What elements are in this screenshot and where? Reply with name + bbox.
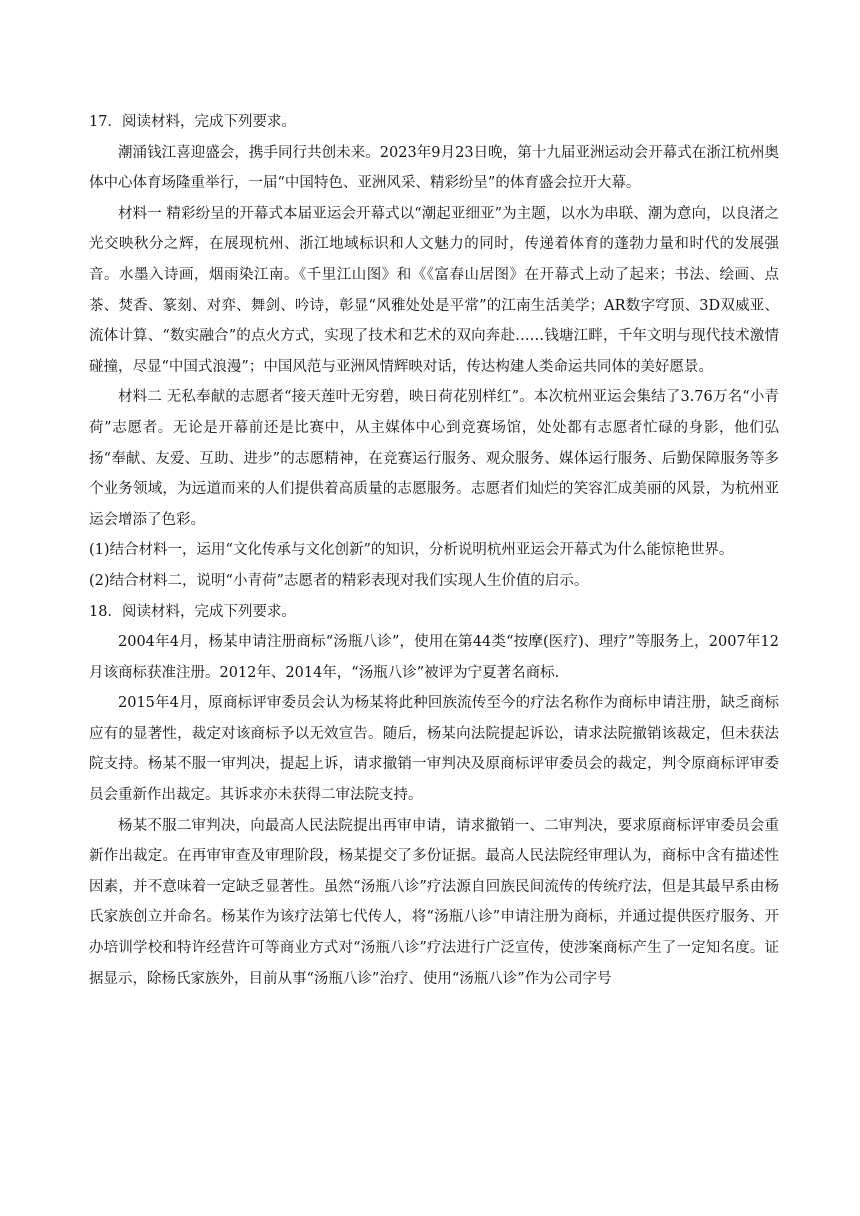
material-2: 材料二 无私奉献的志愿者“接天莲叶无穷碧，映日荷花别样红”。本次杭州亚运会集结了3.76万名“小青荷”志愿者。无论是开幕前还是比赛中，从主媒体中心到竞赛场馆，处处都有志愿者忙碌的身影，他们弘扬“奉献、友爱、互助、进步”的志愿精神，在竞赛运行服务、观众服务、媒体运行服务、后勤保障服务等多个业务领域，为远道而来的人们提供着高质量的志愿服务。志愿者们灿烂的笑容汇成美丽的风景，为杭州亚运会增添了色彩。 <box>89 389 779 528</box>
document-body <box>89 107 779 994</box>
question-18-paragraph-3: 杨某不服二审判决，向最高人民法院提出再审申请，请求撤销一、二审判决，要求原商标评审委员会重新作出裁定。在再审审查及审理阶段，杨某提交了多份证据。最高人民法院经审理认为，商标中含有描述性因素，并不意味着一定缺乏显著性。虽然“汤瓶八诊”疗法源自回族民间流传的传统疗法，但是其最早系由杨氏家族创立并命名。杨某作为该疗法第七代传人，将“汤瓶八诊”申请注册为商标，并通过提供医疗服务、开办培训学校和特许经营许可等商业方式对“汤瓶八诊”疗法进行广泛宣传，使涉案商标产生了一定知名度。证据显示，除杨氏家族外，目前从事“汤瓶八诊”治疗、使用“汤瓶八诊”作为公司字号 <box>89 817 779 987</box>
material-1: 材料一 精彩纷呈的开幕式本届亚运会开幕式以“潮起亚细亚”为主题，以水为串联、潮为意向，以良渚之光交映秋分之辉，在展现杭州、浙江地域标识和人文魅力的同时，传递着体育的蓬勃力量和时代的发展强音。水墨入诗画，烟雨染江南。《千里江山图》和《《富春山居图》在开幕式上动了起来；书法、绘画、点茶、焚香、篆刻、对弈、舞剑、吟诗，彰显“风雅处处是平常”的江南生活美学；AR数字穹顶、3D双威亚、流体计算、“数实融合”的点火方式，实现了技术和艺术的双向奔赴……钱塘江畔，千年文明与现代技术激情碰撞，尽显“中国式浪漫”；中国风范与亚洲风情辉映对话，传达构建人类命运共同体的美好愿景。 <box>89 205 779 375</box>
question-17-part-2: (2)结合材料二，说明“小青荷”志愿者的精彩表现对我们实现人生价值的启示。 <box>89 572 589 589</box>
question-18-paragraph-2: 2015年4月，原商标评审委员会认为杨某将此种回族流传至今的疗法名称作为商标申请注册，缺乏商标应有的显著性，裁定对该商标予以无效宣告。随后，杨某向法院提起诉讼，请求法院撤销该裁定，但未获法院支持。杨某不服一审判决，提起上诉，请求撤销一审判决及原商标评审委员会的裁定，判令原商标评审委员会重新作出裁定。其诉求亦未获得二审法院支持。 <box>89 695 779 804</box>
question-17-part-1: (1)结合材料一，运用“文化传承与文化创新”的知识，分析说明杭州亚运会开幕式为什么能惊艳世界。 <box>89 542 734 559</box>
question-18-title: 18．阅读材料，完成下列要求。 <box>89 603 296 620</box>
question-18-paragraph-1: 2004年4月，杨某申请注册商标“汤瓶八诊”，使用在第44类“按摩(医疗)、理疗”等服务上，2007年12月该商标获准注册。2012年、2014年，“汤瓶八诊”被评为宁夏著名商标. <box>89 634 779 681</box>
question-17 <box>89 107 779 597</box>
question-17-title: 17．阅读材料，完成下列要求。 <box>89 114 296 130</box>
question-18 <box>89 597 779 995</box>
question-17-intro: 潮涌钱江喜迎盛会，携手同行共创未来。2023年9月23日晚，第十九届亚洲运动会开幕式在浙江杭州奥体中心体育场隆重举行，一届“中国特色、亚洲风采、精彩纷呈”的体育盛会拉开大幕。 <box>89 144 779 192</box>
